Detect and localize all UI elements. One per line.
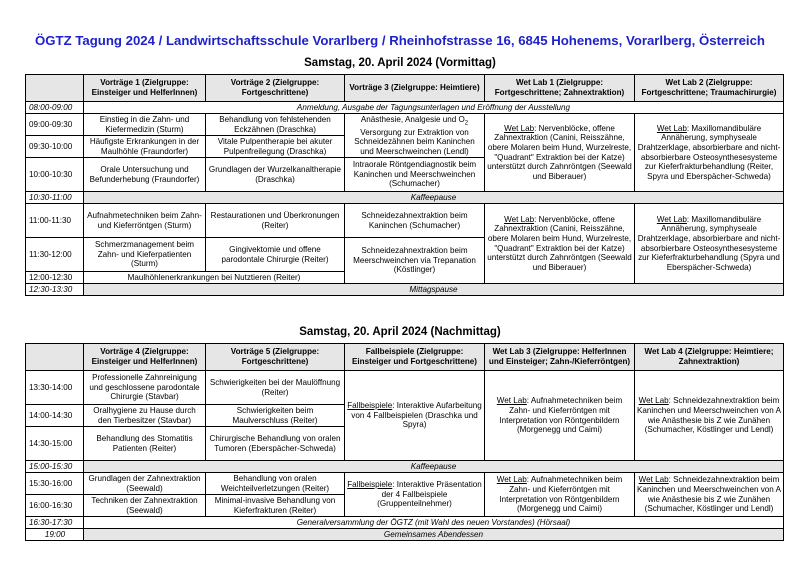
wet-lab-2-cell: Wet Lab: Maxillomandibuläre Annäherung, symphyseale Drahtzerklage, absorbierbare and nicht-absorbierbare Osteosynthesesysteme zur Kieferfrakturbehandlung (Spyra und Eberspächer-Schweda) [635, 204, 784, 284]
session-cell: Maulhöhlenerkrankungen bei Nutztieren (Reiter) [84, 272, 345, 284]
wet-lab-label: Wet Lab [638, 475, 669, 485]
session-cell: Behandlung des Stomatitis Patienten (Reiter) [84, 427, 206, 461]
wet-lab-1-cell: Wet Lab: Nervenblöcke, offene Zahnextraktion (Canini, Reisszähne, obere Molaren beim Hund, Wurzelreste, "Quadrant" Extraktion bei der Katze) unterstützt durch Zahnröntgen (Seewald und Biberauer) [485, 204, 635, 284]
session-cell: Restaurationen und Überkronungen (Reiter) [206, 204, 345, 238]
header-vortraege-4: Vorträge 4 (Zielgruppe: Einsteiger und HelferInnen) [84, 344, 206, 371]
table-header-row [26, 75, 784, 102]
table-row [26, 371, 784, 405]
session-cell: Intraorale Röntgendiagnostik beim Kaninchen und Meerschweinchen (Schumacher) [345, 158, 485, 192]
table-row [26, 529, 784, 541]
wet-lab-label: Wet Lab [638, 396, 669, 406]
header-wet-lab-4: Wet Lab 4 (Zielgruppe: Heimtiere; Zahnextraktion) [635, 344, 784, 371]
session-cell: Einstieg in die Zahn- und Kiefermedizin (Sturm) [84, 114, 206, 136]
table-row [26, 114, 784, 136]
time-cell: 16:00-16:30 [26, 495, 84, 517]
general-assembly-cell: Generalversammlung der ÖGTZ (mit Wahl des neuen Vorstandes) (Hörsaal) [84, 517, 784, 529]
table-row [26, 204, 784, 238]
header-fallbeispiele: Fallbeispiele (Zielgruppe: Einsteiger und Fortgeschrittene) [345, 344, 485, 371]
session-cell: Behandlung von fehlstehenden Eckzähnen (Draschka) [206, 114, 345, 136]
header-vortraege-2: Vorträge 2 (Zielgruppe: Fortgeschrittene) [206, 75, 345, 102]
wet-lab-4-cell: Wet Lab: Schneidezahnextraktion beim Kaninchen und Meerschweinchen von A wie Anästhesie bis Z wie Zunähen (Schumacher, Köstlinger und Lendl) [635, 371, 784, 461]
wet-lab-3-cell: Wet Lab: Aufnahmetechniken beim Zahn- und Kieferröntgen mit Interpretation von Röntgenbildern (Morgenegg und Caimi) [485, 473, 635, 517]
header-vortraege-5: Vorträge 5 (Zielgruppe: Fortgeschrittene) [206, 344, 345, 371]
header-empty [26, 344, 84, 371]
session-cell: Grundlagen der Zahnextraktion (Seewald) [84, 473, 206, 495]
time-cell: 10:30-11:00 [26, 192, 84, 204]
table-row [26, 461, 784, 473]
wet-lab-label: Wet Lab [496, 475, 527, 485]
coffee-break-cell: Kaffeepause [84, 192, 784, 204]
time-cell: 15:30-16:00 [26, 473, 84, 495]
morning-heading: Samstag, 20. April 2024 (Vormittag) [304, 57, 496, 69]
time-cell: 14:30-15:00 [26, 427, 84, 461]
table-row [26, 192, 784, 204]
time-cell: 14:00-14:30 [26, 405, 84, 427]
session-cell: Schwierigkeiten bei der Maulöffnung (Reiter) [206, 371, 345, 405]
coffee-break-cell: Kaffeepause [84, 461, 784, 473]
session-cell: Schneidezahnextraktion beim Meerschweinchen via Trepanation (Köstlinger) [345, 238, 485, 284]
lunch-break-cell: Mittagspause [84, 284, 784, 296]
wet-lab-label: Wet Lab [504, 123, 535, 133]
fallbeispiele-cell: Fallbeispiele: Interaktive Aufarbeitung von 4 Fallbeispielen (Draschka und Spyra) [345, 371, 485, 461]
wet-lab-label: Wet Lab [504, 214, 535, 224]
fallbeispiele-cell: Fallbeispiele: Interaktive Präsentation der 4 Fallbeispiele (Gruppenteilnehmer) [345, 473, 485, 517]
time-cell: 16:30-17:30 [26, 517, 84, 529]
session-cell: Grundlagen der Wurzelkanaltherapie (Draschka) [206, 158, 345, 192]
time-cell: 15:00-15:30 [26, 461, 84, 473]
session-cell: Schmerzmanagement beim Zahn- und Kieferpatienten (Sturm) [84, 238, 206, 272]
session-cell: Gingivektomie und offene parodontale Chirurgie (Reiter) [206, 238, 345, 272]
wet-lab-2-cell: Wet Lab: Maxillomandibuläre Annäherung, symphyseale Drahtzerklage, absorbierbare and nicht-absorbierbare Osteosynthesesysteme zur Kieferfrakturbehandlung (Reiter, Spyra und Eberspächer-Schweda) [635, 114, 784, 192]
header-wet-lab-1: Wet Lab 1 (Zielgruppe: Fortgeschrittene; Zahnextraktion) [485, 75, 635, 102]
wet-lab-4-cell: Wet Lab: Schneidezahnextraktion beim Kaninchen und Meerschweinchen von A wie Anästhesie bis Z wie Zunähen (Schumacher, Köstlinger und Lendl) [635, 473, 784, 517]
fallbeispiele-label: Fallbeispiele [347, 401, 393, 411]
session-cell: Chirurgische Behandlung von oralen Tumoren (Eberspächer-Schweda) [206, 427, 345, 461]
time-cell: 08:00-09:00 [26, 102, 84, 114]
session-cell: Techniken der Zahnextraktion (Seewald) [84, 495, 206, 517]
wet-lab-label: Wet Lab [496, 396, 527, 406]
session-cell: Aufnahmetechniken beim Zahn- und Kieferröntgen (Sturm) [84, 204, 206, 238]
fallbeispiele-label: Fallbeispiele [347, 480, 393, 490]
table-row [26, 473, 784, 495]
wet-lab-3-cell: Wet Lab: Aufnahmetechniken beim Zahn- und Kieferröntgen mit Interpretation von Röntgenbildern (Morgenegg und Caimi) [485, 371, 635, 461]
time-cell: 09:00-09:30 [26, 114, 84, 136]
table-header-row [26, 344, 784, 371]
registration-cell: Anmeldung, Ausgabe der Tagungsunterlagen und Eröffnung der Ausstellung [84, 102, 784, 114]
table-row [26, 517, 784, 529]
session-cell: Professionelle Zahnreinigung und geschlossene parodontale Chirurgie (Stavbar) [84, 371, 206, 405]
morning-schedule-table [25, 74, 784, 296]
header-vortraege-3: Vorträge 3 (Zielgruppe: Heimtiere) [345, 75, 485, 102]
dinner-cell: Gemeinsames Abendessen [84, 529, 784, 541]
afternoon-schedule-table [25, 343, 784, 541]
table-row [26, 284, 784, 296]
page-title: ÖGTZ Tagung 2024 / Landwirtschaftsschule Vorarlberg / Rheinhofstrasse 16, 6845 Hohenems, Vorarlberg, Österreich [35, 33, 765, 48]
session-cell: Häufigste Erkrankungen in der Maulhöhle (Fraundorfer) [84, 136, 206, 158]
afternoon-heading: Samstag, 20. April 2024 (Nachmittag) [299, 326, 501, 338]
time-cell: 09:30-10:00 [26, 136, 84, 158]
time-cell: 10:00-10:30 [26, 158, 84, 192]
table-row [26, 102, 784, 114]
session-cell: Oralhygiene zu Hause durch den Tierbesitzer (Stavbar) [84, 405, 206, 427]
session-cell: Schneidezahnextraktion beim Kaninchen (Schumacher) [345, 204, 485, 238]
header-wet-lab-3: Wet Lab 3 (Zielgruppe: HelferInnen und Einsteiger; Zahn-/Kieferröntgen) [485, 344, 635, 371]
time-cell: 11:30-12:00 [26, 238, 84, 272]
header-vortraege-1: Vorträge 1 (Zielgruppe: Einsteiger und HelferInnen) [84, 75, 206, 102]
time-cell: 19:00 [26, 529, 84, 541]
session-cell: Schwierigkeiten beim Maulverschluss (Reiter) [206, 405, 345, 427]
time-cell: 13:30-14:00 [26, 371, 84, 405]
session-cell: Vitale Pulpentherapie bei akuter Pulpenfreilegung (Draschka) [206, 136, 345, 158]
time-cell: 11:00-11:30 [26, 204, 84, 238]
time-cell: 12:30-13:30 [26, 284, 84, 296]
wet-lab-1-cell: Wet Lab: Nervenblöcke, offene Zahnextraktion (Canini, Reisszähne, obere Molaren beim Hund, Wurzelreste, "Quadrant" Extraktion bei der Katze) unterstützt durch Zahnröntgen (Seewald und Biberauer) [485, 114, 635, 192]
time-cell: 12:00-12:30 [26, 272, 84, 284]
header-empty [26, 75, 84, 102]
header-wet-lab-2: Wet Lab 2 (Zielgruppe: Fortgeschrittene; Traumachirurgie) [635, 75, 784, 102]
session-cell: Orale Untersuchung und Befunderhebung (Fraundorfer) [84, 158, 206, 192]
session-cell: Anästhesie, Analgesie und $O_2$ Versorgung zur Extraktion von Schneidezähnen beim Kaninchen und Meerschweinchen (Lendl) [345, 114, 485, 158]
wet-lab-label: Wet Lab [656, 214, 687, 224]
session-cell: Behandlung von oralen Weichteilverletzungen (Reiter) [206, 473, 345, 495]
session-cell: Minimal-invasive Behandlung von Kieferfrakturen (Reiter) [206, 495, 345, 517]
wet-lab-label: Wet Lab [656, 123, 687, 133]
